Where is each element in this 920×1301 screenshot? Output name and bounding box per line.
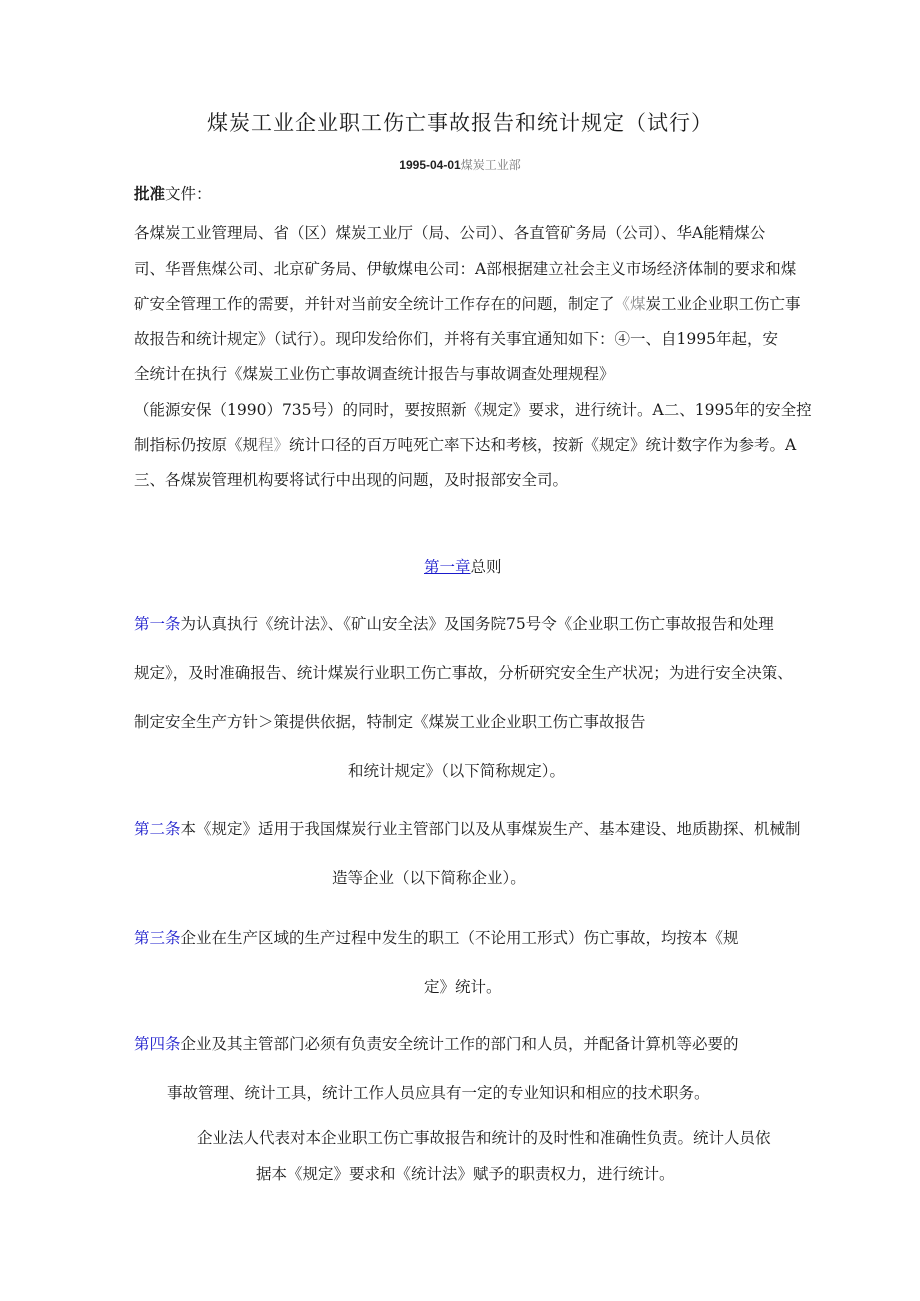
article-label: 第一条 xyxy=(134,615,181,633)
publish-date: 1995-04-01 xyxy=(399,158,461,172)
article-label: 第二条 xyxy=(134,820,181,838)
article-line: 定》统计。 xyxy=(424,978,502,996)
publish-info xyxy=(0,156,920,173)
publish-department: 煤炭工业部 xyxy=(460,158,521,172)
intro-line: 制指标仍按原《规程》统计口径的百万吨死亡率下达和考核，按新《规定》统计数字作为参考。A xyxy=(134,436,797,454)
approval-label: 批准文件： xyxy=(134,185,212,203)
document-title: 煤炭工业企业职工伤亡事故报告和统计规定（试行） xyxy=(207,111,713,135)
article-label: 第四条 xyxy=(134,1035,181,1053)
intro-line: （能源安保（1990）735号）的同时，要按照新《规定》要求，进行统计。A二、1995年的安全控 xyxy=(134,401,812,419)
intro-line: 故报告和统计规定》（试行）。现印发给你们，并将有关事宜通知如下：④一、自1995年起，安 xyxy=(134,330,778,348)
intro-line: 全统计在执行《煤炭工业伤亡事故调查统计报告与事故调查处理规程》 xyxy=(134,365,615,383)
intro-line: 三、各煤炭管理机构要将试行中出现的问题，及时报部安全司。 xyxy=(134,471,569,489)
intro-line: 矿安全管理工作的需要，并针对当前安全统计工作存在的问题，制定了《煤炭工业企业职工伤亡事 xyxy=(134,295,801,313)
article-line: 据本《规定》要求和《统计法》赋予的职责权力，进行统计。 xyxy=(256,1165,675,1183)
article-line: 制定安全生产方针＞策提供依据，特制定《煤炭工业企业职工伤亡事故报告 xyxy=(134,713,646,731)
chapter-link[interactable]: 第一章 xyxy=(424,558,471,576)
article-label: 第三条 xyxy=(134,929,181,947)
article-1: 第一条为认真执行《统计法》、《矿山安全法》及国务院75号令《企业职工伤亡事故报告和处理 xyxy=(134,615,774,633)
article-2: 第二条本《规定》适用于我国煤炭行业主管部门以及从事煤炭生产、基本建设、地质勘探、机械制 xyxy=(134,820,801,838)
article-4: 第四条企业及其主管部门必须有负责安全统计工作的部门和人员，并配备计算机等必要的 xyxy=(134,1035,739,1053)
article-3: 第三条企业在生产区域的生产过程中发生的职工（不论用工形式）伤亡事故，均按本《规 xyxy=(134,929,739,947)
intro-line: 各煤炭工业管理局、省（区）煤炭工业厅（局、公司）、各直管矿务局（公司）、华A能精煤公 xyxy=(134,224,766,242)
chapter-heading: 第一章总则 xyxy=(424,558,502,576)
article-line: 企业法人代表对本企业职工伤亡事故报告和统计的及时性和准确性负责。统计人员依 xyxy=(197,1129,771,1147)
article-line: 规定》，及时准确报告、统计煤炭行业职工伤亡事故，分析研究安全生产状况；为进行安全决策、 xyxy=(134,664,793,682)
article-line: 和统计规定》（以下简称规定）。 xyxy=(348,762,566,780)
intro-line: 司、华晋焦煤公司、北京矿务局、伊敏煤电公司：A部根据建立社会主义市场经济体制的要求和煤 xyxy=(134,260,797,278)
article-line: 事故管理、统计工具，统计工作人员应具有一定的专业知识和相应的技术职务。 xyxy=(167,1084,710,1102)
article-line: 造等企业（以下简称企业）。 xyxy=(332,869,526,887)
